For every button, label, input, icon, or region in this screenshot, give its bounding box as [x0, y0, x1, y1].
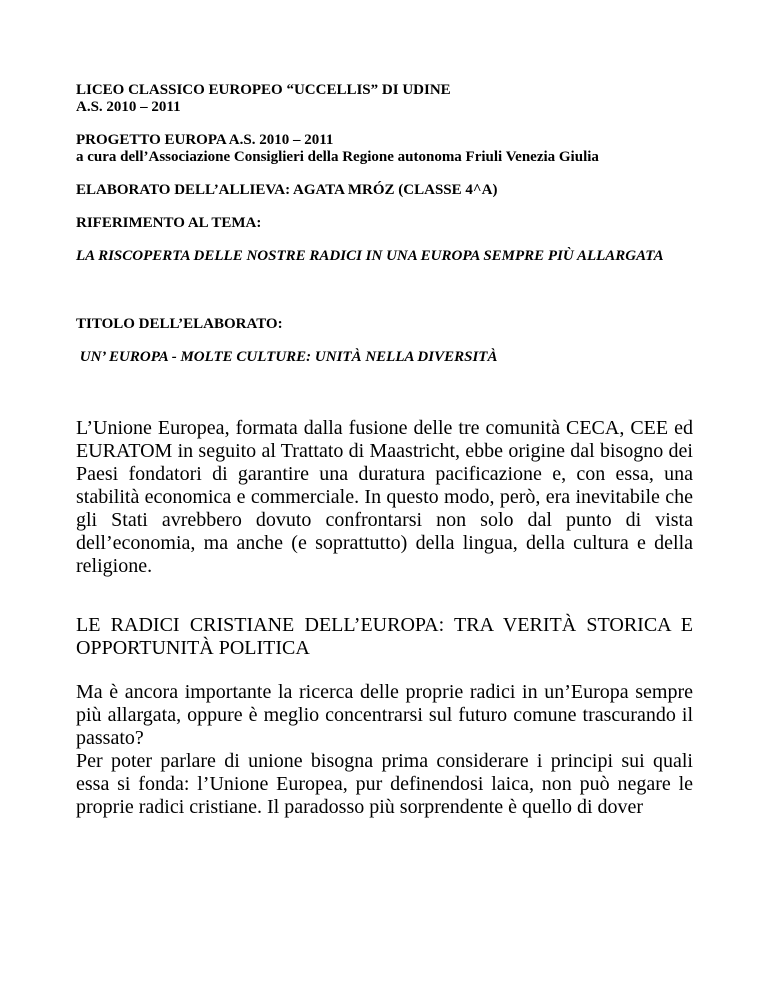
- essay-title-label: TITOLO DELL’ELABORATO:: [76, 316, 283, 332]
- project-title: PROGETTO EUROPA A.S. 2010 – 2011: [76, 132, 334, 148]
- document-page: [76, 82, 693, 819]
- section-paragraph-1: Ma è ancora importante la ricerca delle proprie radici in un’Europa sempre più allargata, oppure è meglio concentrarsi sul futuro comune trascurando il passato?: [76, 681, 693, 749]
- section-heading: LE RADICI CRISTIANE DELL’EUROPA: TRA VERITÀ STORICA E OPPORTUNITÀ POLITICA: [76, 614, 693, 659]
- school-year: A.S. 2010 – 2011: [76, 99, 181, 115]
- essay-title-text: UN’ EUROPA - MOLTE CULTURE: UNITÀ NELLA DIVERSITÀ: [76, 349, 498, 365]
- school-name: LICEO CLASSICO EUROPEO “UCCELLIS” DI UDINE: [76, 82, 451, 98]
- school-header: [76, 82, 693, 116]
- section-paragraph-2: Per poter parlare di unione bisogna prima considerare i principi sui quali essa si fonda: l’Unione Europea, pur definendosi laica, non può negare le proprie radici cristiane. Il paradosso più sorprendente è quello di dover: [76, 750, 693, 818]
- intro-paragraph: L’Unione Europea, formata dalla fusione delle tre comunità CECA, CEE ed EURATOM in seguito al Trattato di Maastricht, ebbe origine dal bisogno dei Paesi fondatori di garantire una duratura pacificazione e, con essa, una stabilità economica e commerciale. In questo modo, però, era inevitabile che gli Stati avrebbero dovuto confrontarsi non solo dal punto di vista dell’economia, ma anche (e soprattutto) della lingua, della cultura e della religione.: [76, 417, 693, 577]
- project-curator: a cura dell’Associazione Consiglieri della Regione autonoma Friuli Venezia Giulia: [76, 149, 599, 165]
- theme-label: RIFERIMENTO AL TEMA:: [76, 215, 262, 231]
- project-block: [76, 132, 693, 166]
- author-line: ELABORATO DELL’ALLIEVA: AGATA MRÓZ (CLASSE 4^A): [76, 182, 498, 198]
- theme-text: LA RISCOPERTA DELLE NOSTRE RADICI IN UNA EUROPA SEMPRE PIÙ ALLARGATA: [76, 248, 664, 264]
